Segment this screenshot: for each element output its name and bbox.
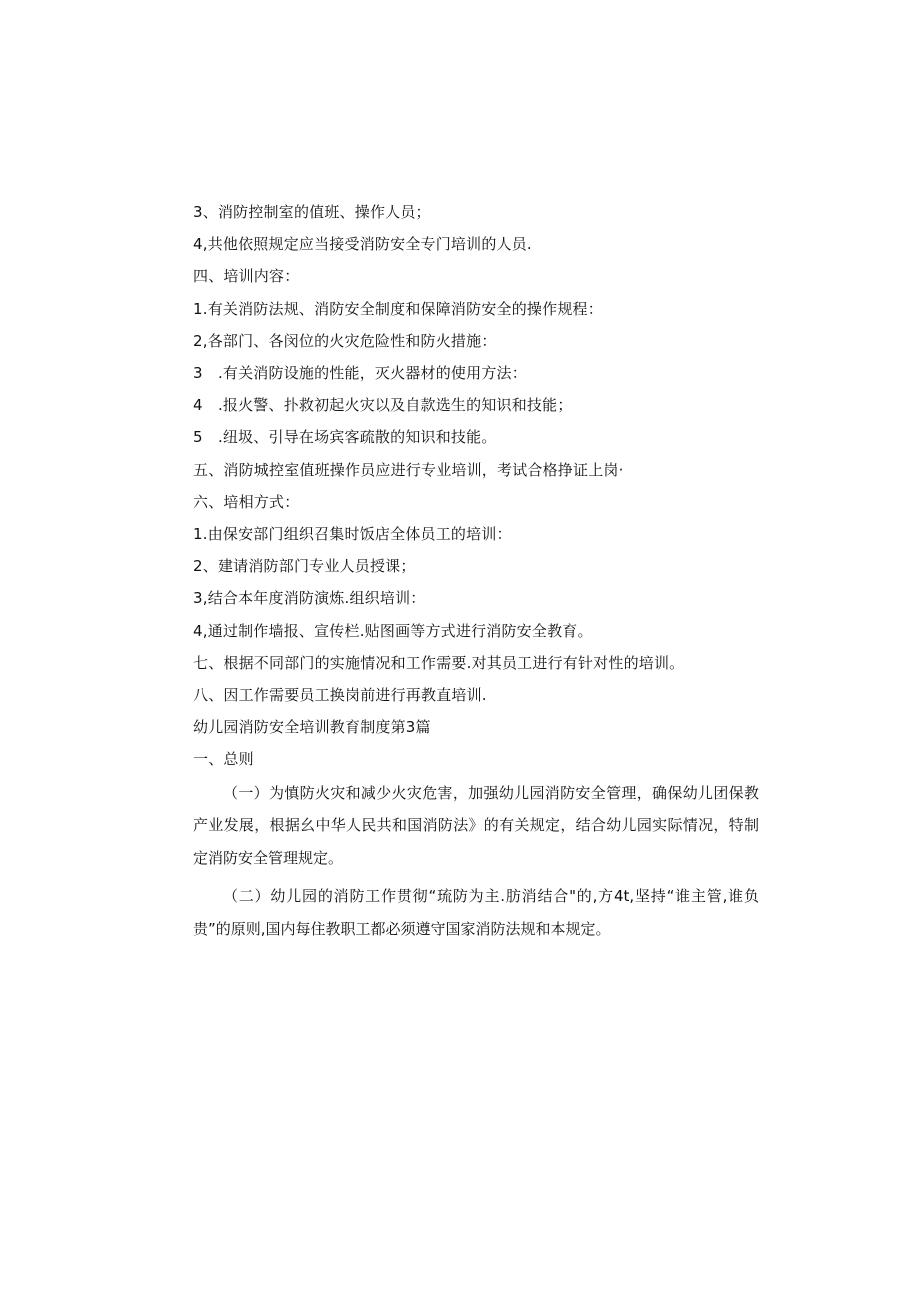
list-item-facilities: 3 .有关消防设施的性能，灭火器材的使用方法： (193, 364, 527, 383)
paragraph-policy: （二）幼儿园的消防工作贯彻“琉防为主.肪消结合"的,方4t,坚持“谁主管,谁负贵”的原则,国内每住教职工都必须遵守国家消防法规和本规定。 (193, 887, 759, 938)
section-heading-training-content: 四、培训内容： (193, 267, 300, 286)
section-heading-operator-training: 五、消防城控室值班操作员应进行专业培训，考试合格挣证上岗· (193, 460, 624, 479)
section-heading-retraining: 八、因工作需要员工换岗前进行再教直培训. (193, 686, 487, 705)
paragraph-purpose: （一）为慎防火灾和减少火灾危害，加强幼儿园消防安全管理，确保幼儿团保教产业发展，根据幺中华人民共和国消防法》的有关规定，结合幼儿园实际情况，特制定消防安全管理规定。 (193, 783, 759, 867)
list-item-security-dept: 1.由保安部门组织召集时饭店全体员工的培训： (193, 525, 512, 544)
list-item-drills: 3,结合本年度消防演炼.组织培训： (193, 589, 426, 608)
section-heading-targeted-training: 七、根据不同部门的实施情况和工作需要.对其员工进行有针对性的培训。 (193, 653, 685, 672)
document-body (193, 196, 773, 945)
list-item-guest-lecturers: 2、建请消防部门专业人员授课； (193, 557, 416, 576)
list-item-fire-alarm: 4 .报火警、扑救初起火灾以及自款选生的知识和技能； (193, 396, 573, 415)
document-subtitle: 幼儿园消防安全培训教育制度第3篇 (193, 718, 431, 737)
section-heading-training-methods: 六、培相方式： (193, 492, 300, 511)
list-item-control-room-staff: 3、消防控制室的值班、操作人员； (193, 203, 431, 221)
list-item-evacuation: 5 .纽圾、引导在场宾客疏散的知识和技能。 (193, 428, 497, 447)
list-item-regulations: 1.有关消防法规、消防安全制度和保障消防安全的操作规程： (193, 299, 603, 318)
list-item-other-personnel: 4,共他依照规定应当接受消防安全专门培训的人员. (193, 235, 532, 254)
section-heading-general: 一、总则 (193, 750, 254, 769)
list-item-posters: 4,通过制作墙报、宣传栏.贴图画等方式进行消防安全教育。 (193, 621, 593, 640)
list-item-fire-hazards: 2,各部门、各闵位的火灾危险性和防火措施： (193, 331, 497, 350)
